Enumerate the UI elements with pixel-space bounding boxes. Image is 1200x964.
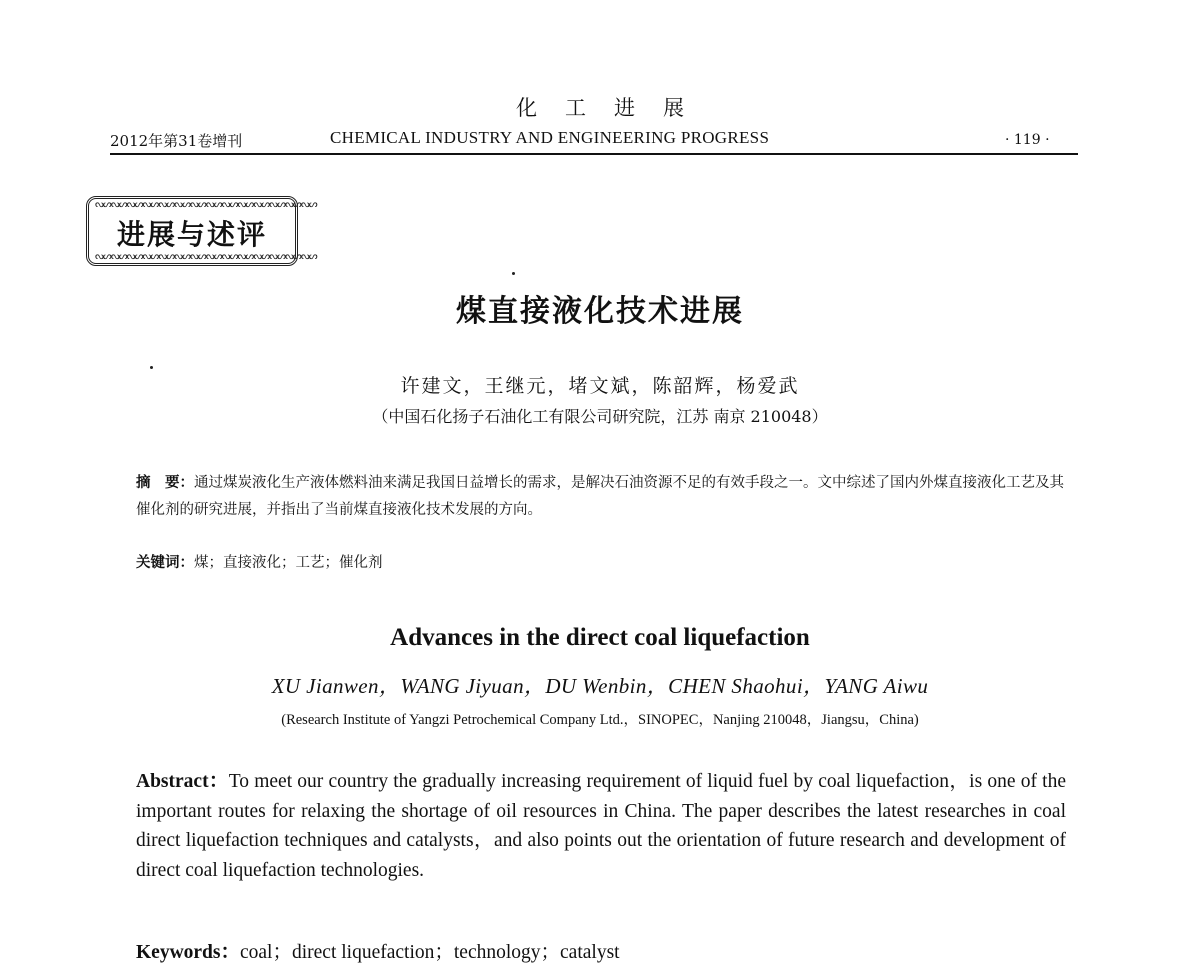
page-number: · 119 ·: [1005, 132, 1050, 148]
abstract-cn-label: 摘 要：: [136, 475, 194, 491]
badge-wave-top: ᔓᔕᔓᔕᔓᔕᔓᔕᔓᔕᔓᔕᔓᔕᔓᔕᔓᔕᔓᔕᔓᔕᔓᔕᔓᔕᔓᔕ: [95, 199, 317, 210]
keywords-en: [136, 936, 1066, 964]
section-badge-label: 进展与述评: [116, 218, 267, 251]
issue-info: 2012年第31卷增刊: [110, 132, 243, 150]
abstract-en-text: To meet our country the gradually increasing requirement of liquid fuel by coal liquefaction，is one of the important routes for relaxing the shortage of oil resources in China. The paper describes the latest researches in coal direct liquefaction techniques and catalysts，and also points out the orientation of future research and development of direct coal liquefaction technologies.: [136, 771, 1066, 881]
scan-speck: [150, 366, 153, 369]
scan-speck: [512, 272, 515, 275]
abstract-cn: [136, 470, 1066, 524]
keywords-cn-label: 关键词：: [136, 555, 194, 571]
journal-title-en: CHEMICAL INDUSTRY AND ENGINEERING PROGRESS: [330, 128, 770, 147]
article-title-en: Advances in the direct coal liquefaction: [390, 624, 810, 651]
authors-en: XU Jianwen，WANG Jiyuan，DU Wenbin，CHEN Shaohui，YANG Aiwu: [271, 674, 929, 698]
keywords-cn: [136, 551, 1066, 572]
header-rule: [110, 153, 1078, 155]
authors-cn: 许建文，王继元，堵文斌，陈韶辉，杨爱武: [400, 375, 800, 397]
affiliation-cn: （中国石化扬子石油化工有限公司研究院，江苏 南京 210048）: [372, 407, 828, 426]
affiliation-en: (Research Institute of Yangzi Petrochemical Company Ltd.，SINOPEC，Nanjing 210048，Jiangsu，China): [281, 712, 919, 728]
abstract-en: [136, 767, 1066, 885]
abstract-en-label: Abstract：: [136, 771, 229, 792]
section-badge: [86, 196, 317, 266]
article-title-cn: 煤直接液化技术进展: [456, 294, 744, 329]
keywords-en-label: Keywords：: [136, 942, 240, 963]
keywords-cn-text: 煤；直接液化；工艺；催化剂: [194, 555, 383, 571]
keywords-en-text: coal；direct liquefaction；technology；catalyst: [240, 942, 620, 963]
abstract-cn-text: 通过煤炭液化生产液体燃料油来满足我国日益增长的需求，是解决石油资源不足的有效手段之一。文中综述了国内外煤直接液化工艺及其催化剂的研究进展，并指出了当前煤直接液化技术发展的方向。: [136, 475, 1064, 518]
badge-wave-bottom: ᔓᔕᔓᔕᔓᔕᔓᔕᔓᔕᔓᔕᔓᔕᔓᔕᔓᔕᔓᔕᔓᔕᔓᔕᔓᔕᔓᔕ: [95, 251, 317, 262]
journal-title-cn: 化工进展: [516, 96, 712, 120]
